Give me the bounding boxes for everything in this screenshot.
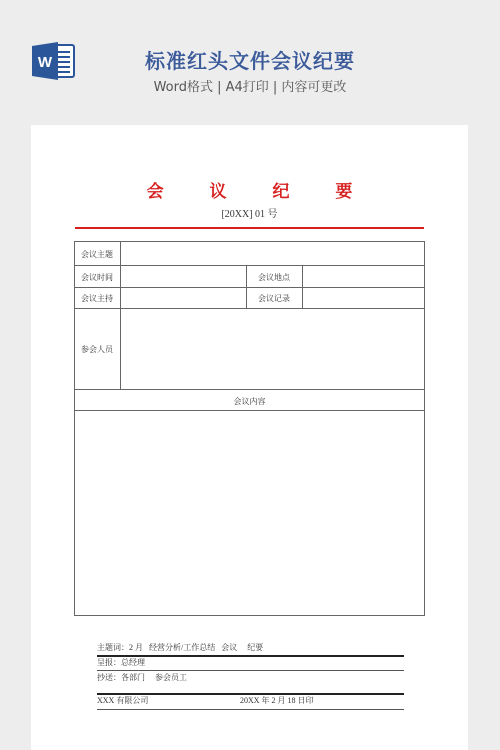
word-icon-letter: W [37,54,53,71]
red-header-rule [75,227,424,229]
cc-line: 抄送：各部门 参会员工 [97,673,187,682]
table-row-divider [75,410,424,411]
recorder-label: 会议记录 [258,294,290,303]
footer-rule [97,670,404,671]
table-row-divider [75,287,424,288]
host-label: 会议主持 [81,294,113,303]
table-column-divider [120,242,121,389]
page-header [0,0,500,120]
page-subtitle: Word格式 | A4打印 | 内容可更改 [153,80,347,95]
table-column-divider [246,265,247,308]
company-name: XXX 有限公司 [97,696,149,705]
table-row-divider [75,265,424,266]
keywords-line: 主题词：2 月 经营分析/工作总结 会议 纪要 [97,643,264,652]
document-title: 会 议 纪 要 [146,182,373,202]
meeting-form-table [74,241,425,616]
attendees-label: 参会人员 [81,345,113,354]
print-date: 20XX 年 2 月 18 日印 [240,696,314,705]
footer-rule [97,709,404,710]
table-row-divider [75,389,424,390]
time-label: 会议时间 [81,273,113,282]
document-footer [97,637,404,727]
content-label: 会议内容 [233,397,266,406]
topic-label: 会议主题 [81,250,113,259]
table-column-divider [302,265,303,308]
document-page [31,125,468,750]
table-row-divider [75,308,424,309]
page-title: 标准红头文件会议纪要 [145,49,355,73]
location-label: 会议地点 [258,273,290,282]
submit-to-line: 呈报：总经理 [97,658,145,667]
document-number: [20XX] 01 号 [221,209,278,220]
